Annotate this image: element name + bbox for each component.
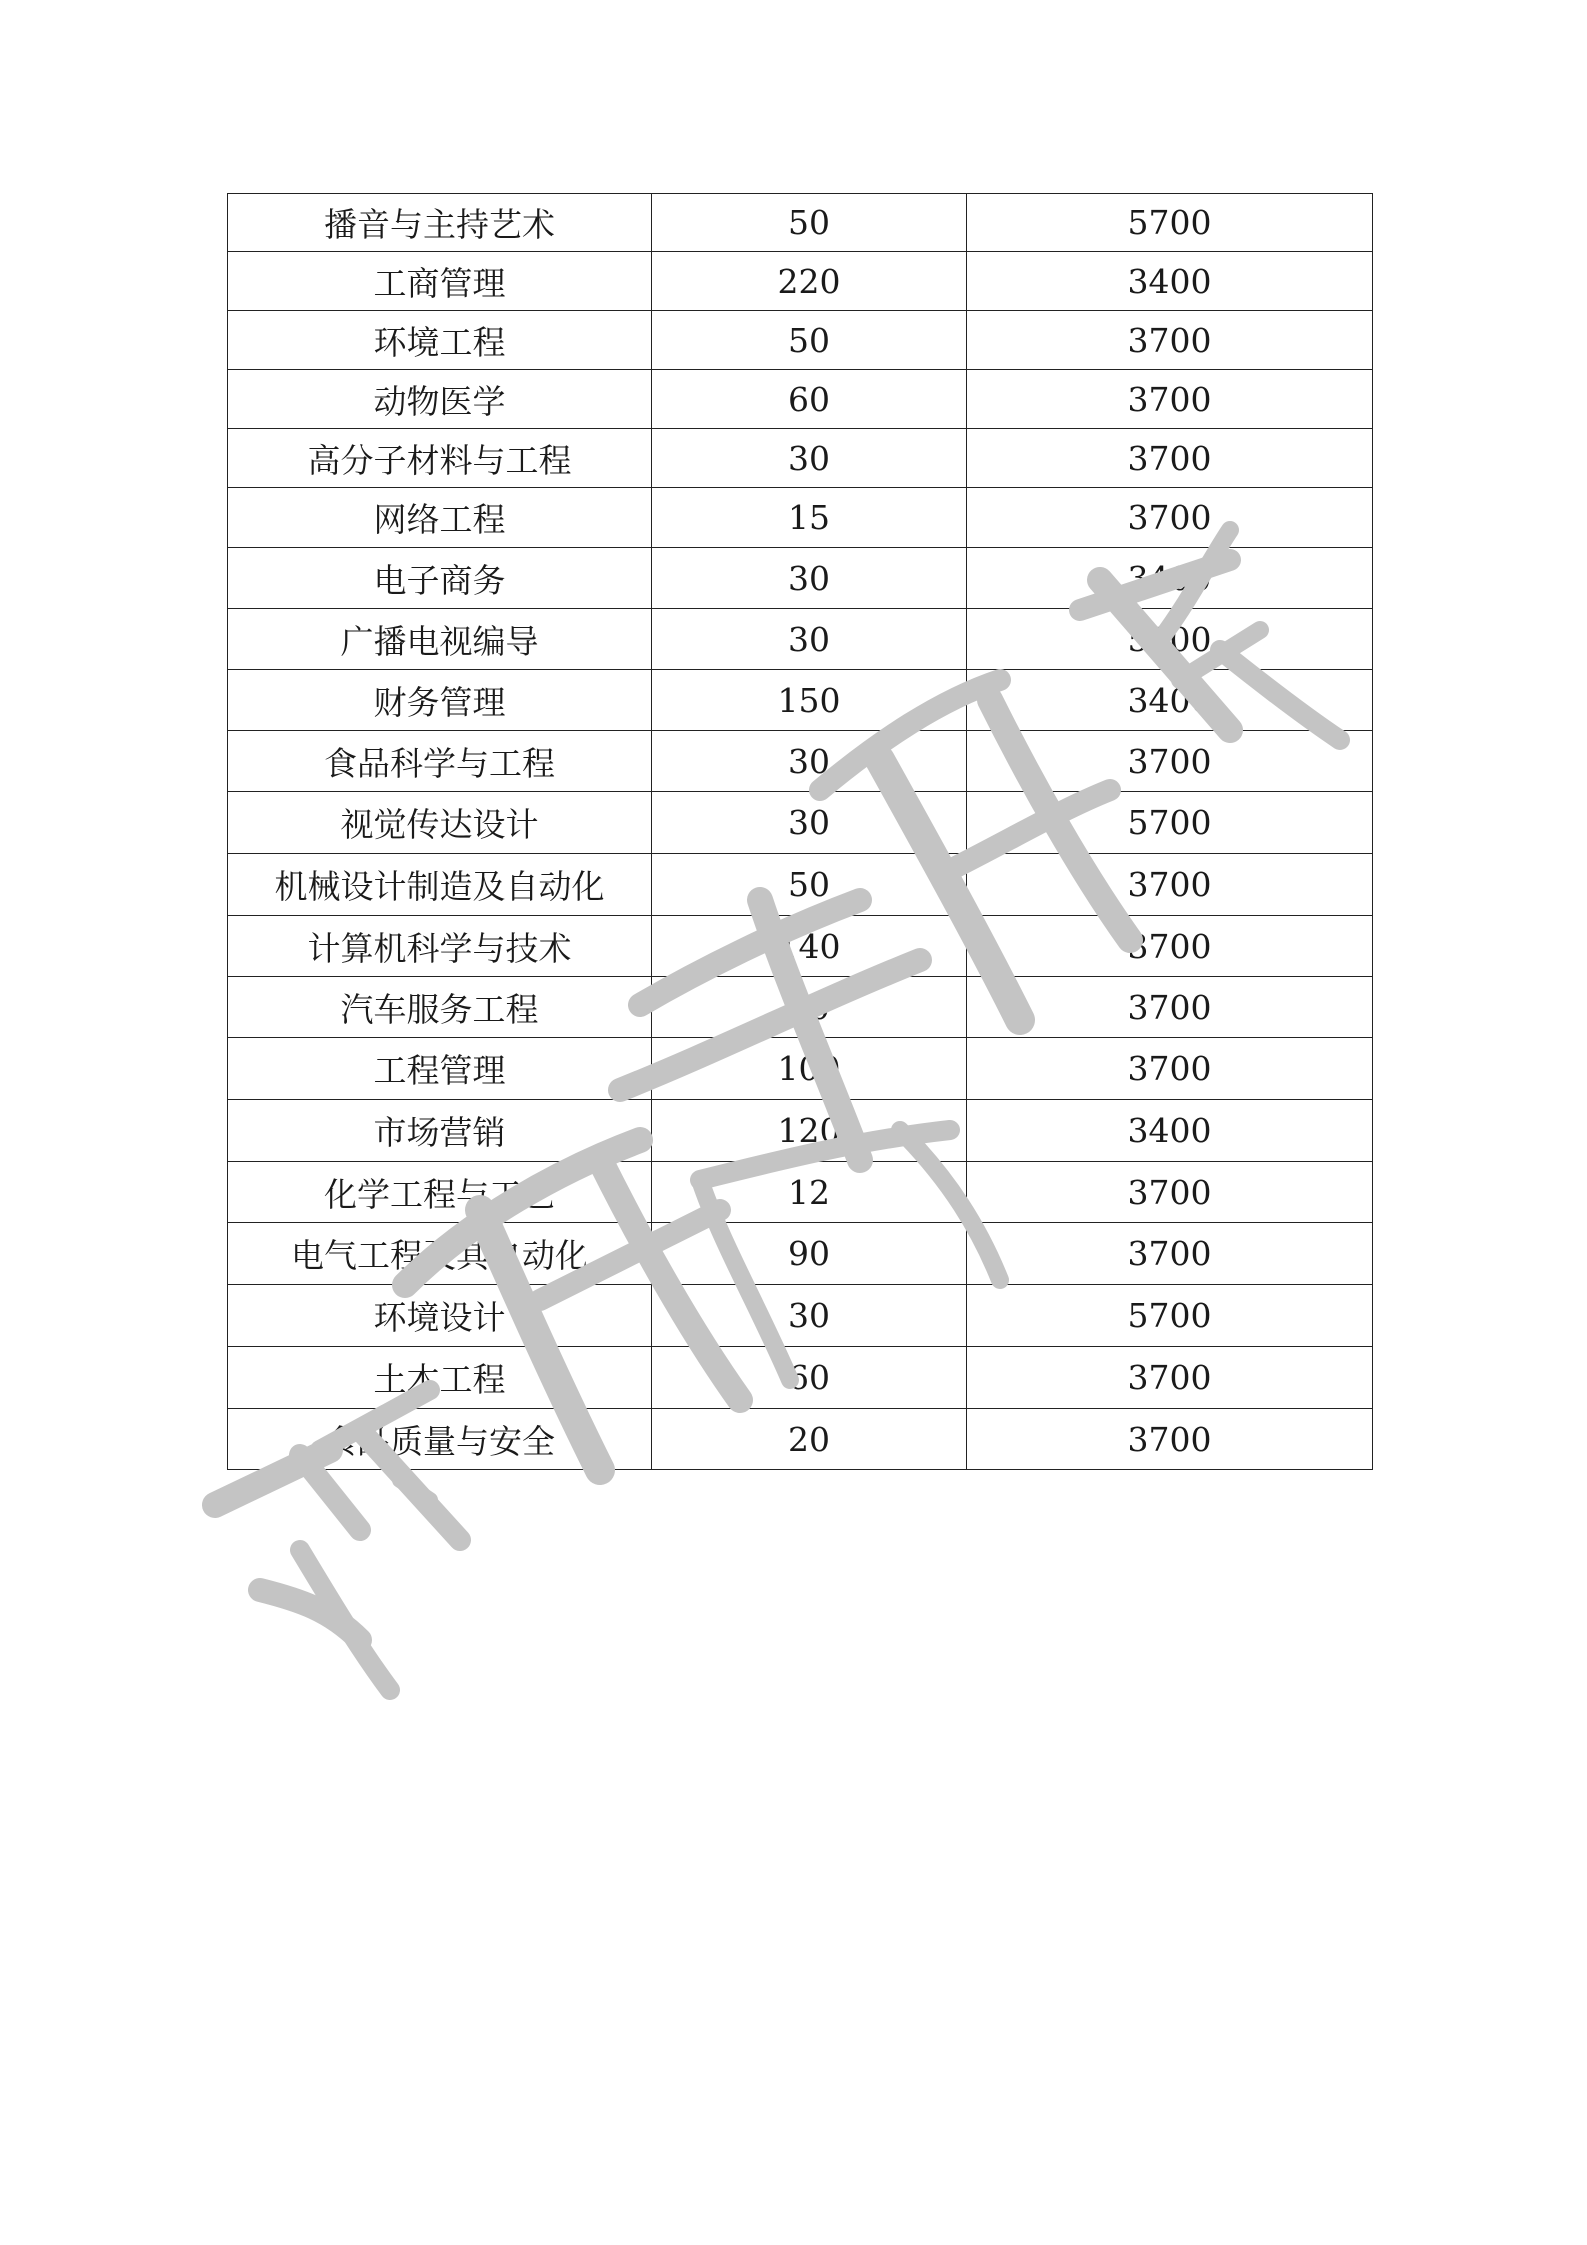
quota-cell: 30 (652, 792, 967, 854)
table-row (228, 1162, 1373, 1223)
major-cell: 汽车服务工程 (228, 977, 652, 1038)
quota-cell: 60 (652, 370, 967, 429)
table-row (228, 977, 1373, 1038)
fee-cell: 3700 (967, 731, 1373, 792)
table-row (228, 252, 1373, 311)
quota-cell: 30 (652, 1285, 967, 1347)
fee-cell: 3400 (967, 548, 1373, 609)
fee-cell: 5700 (967, 194, 1373, 252)
major-cell: 计算机科学与技术 (228, 916, 652, 977)
table-row (228, 194, 1373, 252)
quota-cell: 50 (652, 194, 967, 252)
major-cell: 网络工程 (228, 488, 652, 548)
major-cell: 广播电视编导 (228, 609, 652, 670)
quota-cell: 50 (652, 311, 967, 370)
table-row (228, 1038, 1373, 1100)
quota-cell: 50 (652, 977, 967, 1038)
quota-cell: 50 (652, 854, 967, 916)
quota-cell: 20 (652, 1409, 967, 1470)
fee-cell: 3700 (967, 1162, 1373, 1223)
table-row (228, 854, 1373, 916)
table-row (228, 429, 1373, 488)
quota-cell: 60 (652, 1347, 967, 1409)
fee-cell: 3700 (967, 977, 1373, 1038)
fee-cell: 3400 (967, 252, 1373, 311)
quota-cell: 12 (652, 1162, 967, 1223)
major-cell: 电子商务 (228, 548, 652, 609)
major-cell: 环境设计 (228, 1285, 652, 1347)
major-cell: 化学工程与工艺 (228, 1162, 652, 1223)
quota-cell: 30 (652, 429, 967, 488)
major-cell: 动物医学 (228, 370, 652, 429)
majors-table-body (228, 194, 1373, 1470)
major-cell: 电气工程及其自动化 (228, 1223, 652, 1285)
major-cell: 工程管理 (228, 1038, 652, 1100)
fee-cell: 5700 (967, 792, 1373, 854)
table-row (228, 731, 1373, 792)
table-row (228, 548, 1373, 609)
quota-cell: 30 (652, 548, 967, 609)
quota-cell: 140 (652, 916, 967, 977)
major-cell: 食品科学与工程 (228, 731, 652, 792)
major-cell: 视觉传达设计 (228, 792, 652, 854)
majors-table (227, 193, 1373, 1470)
fee-cell: 3700 (967, 854, 1373, 916)
major-cell: 食品质量与安全 (228, 1409, 652, 1470)
quota-cell: 90 (652, 1223, 967, 1285)
table-row (228, 1409, 1373, 1470)
table-row (228, 916, 1373, 977)
fee-cell: 3400 (967, 1100, 1373, 1162)
quota-cell: 150 (652, 670, 967, 731)
fee-cell: 3700 (967, 370, 1373, 429)
major-cell: 机械设计制造及自动化 (228, 854, 652, 916)
quota-cell: 120 (652, 1100, 967, 1162)
major-cell: 土木工程 (228, 1347, 652, 1409)
fee-cell: 3700 (967, 1223, 1373, 1285)
fee-cell: 3700 (967, 1038, 1373, 1100)
fee-cell: 3400 (967, 670, 1373, 731)
table-row (228, 1223, 1373, 1285)
quota-cell: 30 (652, 731, 967, 792)
fee-cell: 3700 (967, 488, 1373, 548)
table-row (228, 1347, 1373, 1409)
fee-cell: 3700 (967, 311, 1373, 370)
fee-cell: 5700 (967, 609, 1373, 670)
table-row (228, 488, 1373, 548)
table-row (228, 311, 1373, 370)
fee-cell: 3700 (967, 1347, 1373, 1409)
table-row (228, 792, 1373, 854)
major-cell: 环境工程 (228, 311, 652, 370)
quota-cell: 15 (652, 488, 967, 548)
fee-cell: 3700 (967, 429, 1373, 488)
table-row (228, 1285, 1373, 1347)
table-row (228, 670, 1373, 731)
table-row (228, 1100, 1373, 1162)
table-row (228, 609, 1373, 670)
major-cell: 财务管理 (228, 670, 652, 731)
table-row (228, 370, 1373, 429)
quota-cell: 100 (652, 1038, 967, 1100)
major-cell: 市场营销 (228, 1100, 652, 1162)
fee-cell: 3700 (967, 1409, 1373, 1470)
quota-cell: 220 (652, 252, 967, 311)
major-cell: 工商管理 (228, 252, 652, 311)
quota-cell: 30 (652, 609, 967, 670)
major-cell: 播音与主持艺术 (228, 194, 652, 252)
fee-cell: 3700 (967, 916, 1373, 977)
fee-cell: 5700 (967, 1285, 1373, 1347)
major-cell: 高分子材料与工程 (228, 429, 652, 488)
